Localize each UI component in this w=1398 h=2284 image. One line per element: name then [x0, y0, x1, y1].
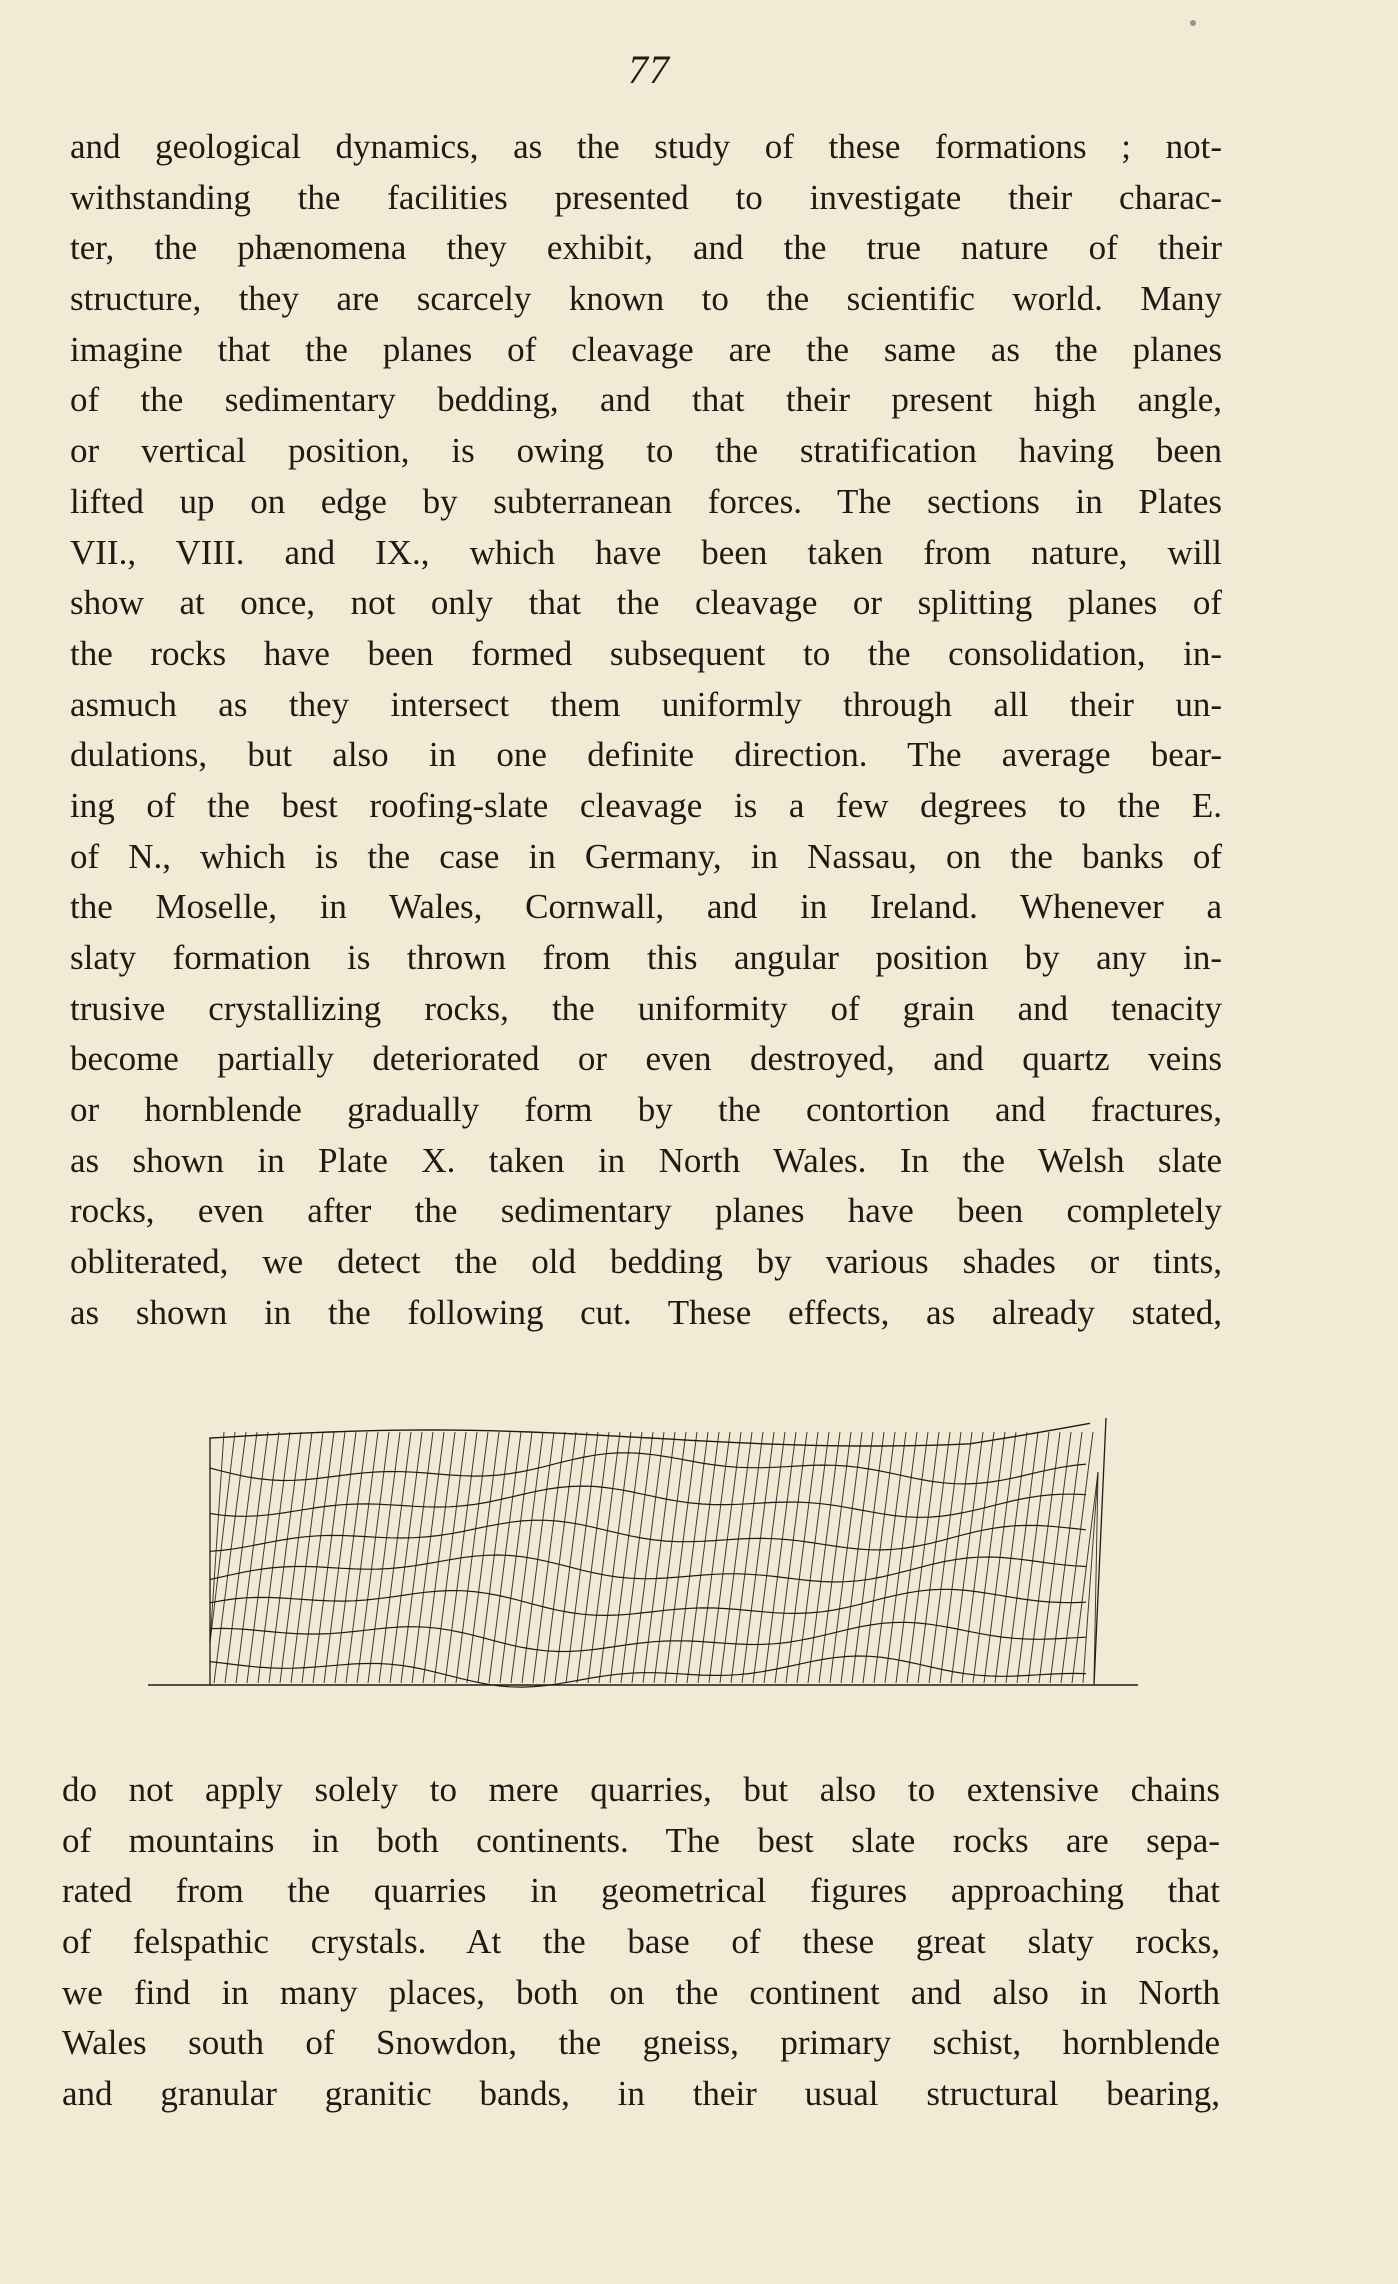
top-text-line: VII., VIII. and IX., which have been taken from nature, will: [70, 532, 1222, 572]
slate-cleavage-woodcut: [148, 1400, 1138, 1710]
bottom-text-line: Wales south of Snowdon, the gneiss, primary schist, hornblende: [62, 2023, 1220, 2063]
bottom-text-line: and granular granitic bands, in their usual structural bearing,: [62, 2074, 1220, 2114]
bottom-text-line: of mountains in both continents. The best slate rocks are sepa-: [62, 1820, 1220, 1860]
top-text-line: slaty formation is thrown from this angular position by any in-: [70, 938, 1222, 977]
bedding-line: [210, 1486, 1086, 1517]
bottom-text-line: rated from the quarries in geometrical figures approaching that: [62, 1871, 1220, 1911]
top-text-line: ing of the best roofing-slate cleavage is a few degrees to the E.: [70, 785, 1222, 825]
page-number: 77: [628, 47, 670, 92]
bedding-line: [210, 1589, 1086, 1615]
top-text-line: imagine that the planes of cleavage are the same as the planes: [70, 329, 1222, 369]
top-text-line: as shown in the following cut. These effects, as already stated,: [70, 1292, 1222, 1332]
bottom-text-line: we find in many places, both on the continent and also in North: [62, 1972, 1220, 2012]
top-text-line: of the sedimentary bedding, and that their present high angle,: [70, 380, 1222, 420]
top-text-line: obliterated, we detect the old bedding by various shades or tints,: [70, 1242, 1222, 1282]
block-right-edge: [1094, 1418, 1106, 1685]
top-text-line: the Moselle, in Wales, Cornwall, and in Ireland. Whenever a: [70, 887, 1222, 927]
top-text-line: or vertical position, is owing to the stratification having been: [70, 431, 1222, 471]
bottom-text-line: of felspathic crystals. At the base of these great slaty rocks,: [62, 1922, 1220, 1962]
top-text-line: dulations, but also in one definite direction. The average bear-: [70, 735, 1222, 775]
top-text-line: rocks, even after the sedimentary planes have been completely: [70, 1191, 1222, 1231]
top-text-line: of N., which is the case in Germany, in Nassau, on the banks of: [70, 836, 1222, 876]
bedding-line: [210, 1656, 1086, 1687]
top-text-line: as shown in Plate X. taken in North Wales. In the Welsh slate: [70, 1140, 1222, 1180]
top-text-line: or hornblende gradually form by the contortion and fractures,: [70, 1090, 1222, 1130]
top-text-line: lifted up on edge by subterranean forces. The sections in Plates: [70, 481, 1222, 521]
top-text-line: show at once, not only that the cleavage or splitting planes of: [70, 583, 1222, 623]
top-text-line: the rocks have been formed subsequent to the consolidation, in-: [70, 633, 1222, 673]
top-text-line: withstanding the facilities presented to investigate their charac-: [70, 177, 1222, 217]
block-top-contour: [210, 1423, 1090, 1446]
cleavage-stroke: [210, 1432, 224, 1643]
margin-speck: [1190, 20, 1196, 26]
top-text-line: structure, they are scarcely known to the scientific world. Many: [70, 279, 1222, 319]
cleavage-stroke: [210, 1432, 235, 1643]
top-text-line: asmuch as they intersect them uniformly through all their un-: [70, 684, 1222, 724]
top-text-line: ter, the phænomena they exhibit, and the true nature of their: [70, 228, 1222, 268]
bottom-text-line: do not apply solely to mere quarries, but also to extensive chains: [62, 1770, 1220, 1809]
body-text-bottom: [62, 1765, 1220, 2120]
top-text-line: and geological dynamics, as the study of these formations ; not-: [70, 127, 1222, 166]
woodcut-illustration: [148, 1400, 1138, 1710]
top-text-line: become partially deteriorated or even destroyed, and quartz veins: [70, 1039, 1222, 1079]
body-text-top: [70, 122, 1222, 1339]
top-text-line: trusive crystallizing rocks, the uniformity of grain and tenacity: [70, 988, 1222, 1028]
